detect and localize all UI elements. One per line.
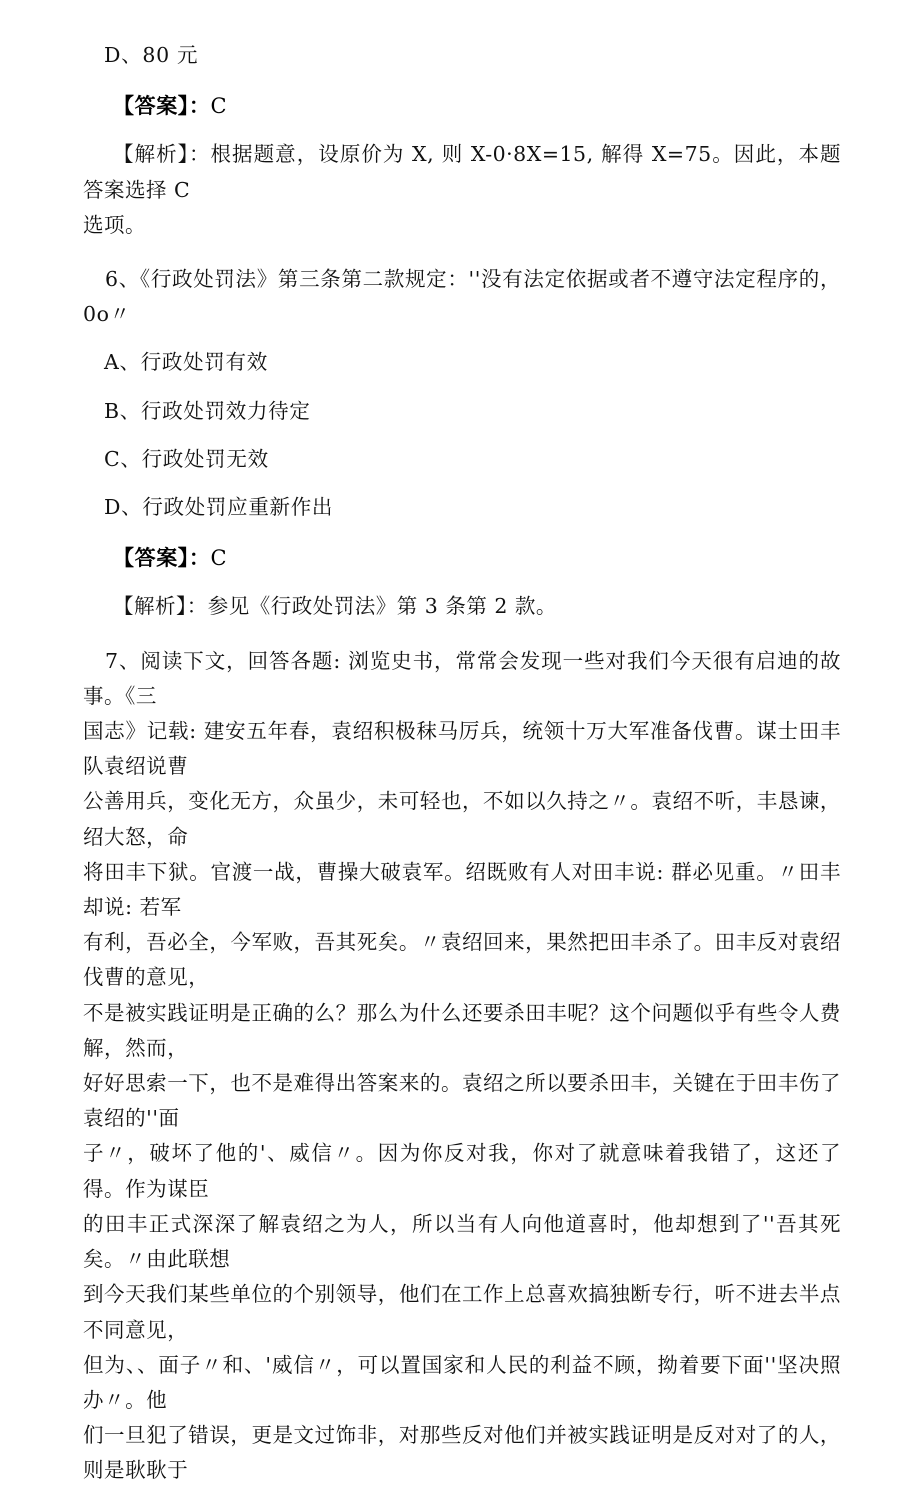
question7-passage-line-6: 不是被实践证明是正确的么？那么为什么还要杀田丰呢？这个问题似乎有些令人费解，然而， xyxy=(83,1000,841,1060)
question7-passage-line-10: 到今天我们某些单位的个别领导，他们在工作上总喜欢搞独断专行，听不进去半点不同意见， xyxy=(83,1282,841,1342)
question7-passage-line-7: 好好思索一下，也不是难得出答案来的。袁绍之所以要杀田丰，关键在于田丰伤了袁绍的''面 xyxy=(83,1071,841,1131)
spacer xyxy=(83,429,841,442)
question6-explanation: 【解析】：参见《行政处罚法》第 3 条第 2 款。 xyxy=(113,594,557,619)
question7-passage-line-9: 的田丰正式深深了解袁绍之为人，所以当有人向他道喜时，他却想到了''吾其死矣。〃由此联想 xyxy=(83,1211,841,1272)
spacer xyxy=(83,477,841,490)
question6-answer-line xyxy=(83,541,841,576)
question5-explanation-line-2: 选项。 xyxy=(83,212,146,237)
question7-passage-line-5: 有利，吾必全，今军败，吾其死矣。〃袁绍回来，果然把田丰杀了。田丰反对袁绍伐曹的意见， xyxy=(83,930,841,990)
question5-block xyxy=(83,38,841,243)
question5-answer-value: C xyxy=(210,94,228,119)
question7-passage-line-1: 7、阅读下文，回答各题: 浏览史书，常常会发现一些对我们今天很有启迪的故事。《三 xyxy=(83,648,841,708)
spacer xyxy=(83,381,841,394)
question7-passage-line-11: 但为、、面子〃和、'威信〃，可以置国家和人民的利益不顾，拗着要下面''坚决照办〃。他 xyxy=(83,1352,841,1412)
spacer xyxy=(83,73,841,89)
question6-stem: 6、《行政处罚法》第三条第二款规定：''没有法定依据或者不遵守法定程序的，0o〃 xyxy=(83,267,841,327)
question6-option-b[interactable]: B、行政处罚效力待定 xyxy=(104,398,311,423)
question6-answer-label: 【答案】： xyxy=(113,546,211,571)
question6-answer-value: C xyxy=(210,546,228,571)
spacer xyxy=(83,332,841,345)
document-content-column xyxy=(83,38,841,1489)
question7-passage-line-3: 公善用兵，变化无方，众虽少，未可轻也，不如以久持之〃。袁绍不听，丰恳谏，绍大怒，命 xyxy=(83,789,841,849)
spacer xyxy=(83,576,841,589)
question6-block xyxy=(83,262,841,625)
question6-option-d[interactable]: D、行政处罚应重新作出 xyxy=(104,495,334,520)
question7-passage-line-2: 国志》记载: 建安五年春，袁绍积极秣马厉兵，统领十万大军准备伐曹。谋士田丰队袁绍说曹 xyxy=(83,719,841,779)
question7-block xyxy=(83,644,841,1489)
question6-option-c[interactable]: C、行政处罚无效 xyxy=(104,446,269,471)
question7-passage-line-4: 将田丰下狱。官渡一战，曹操大破袁军。绍既败有人对田丰说: 群必见重。〃田丰却说: 若军 xyxy=(83,859,841,920)
spacer xyxy=(83,525,841,541)
question5-explanation-line-1: 【解析】：根据题意，设原价为 X, 则 X-0·8X=15, 解得 X=75。因此，本题答案选择 C xyxy=(83,142,841,202)
question5-answer-label: 【答案】： xyxy=(113,94,211,119)
question7-passage-line-12: 们一旦犯了错误，更是文过饰非，对那些反对他们并被实践证明是反对对了的人，则是耿耿于 xyxy=(83,1423,841,1483)
spacer xyxy=(83,625,841,644)
spacer xyxy=(83,243,841,262)
spacer xyxy=(83,124,841,137)
question6-option-a[interactable]: A、行政处罚有效 xyxy=(104,350,268,375)
question5-answer-line xyxy=(83,89,841,124)
question5-option-d: D、80 元 xyxy=(104,43,199,67)
question7-passage-line-8: 子〃，破坏了他的'、威信〃。因为你反对我，你对了就意味着我错了，这还了得。作为谋臣 xyxy=(83,1141,841,1201)
